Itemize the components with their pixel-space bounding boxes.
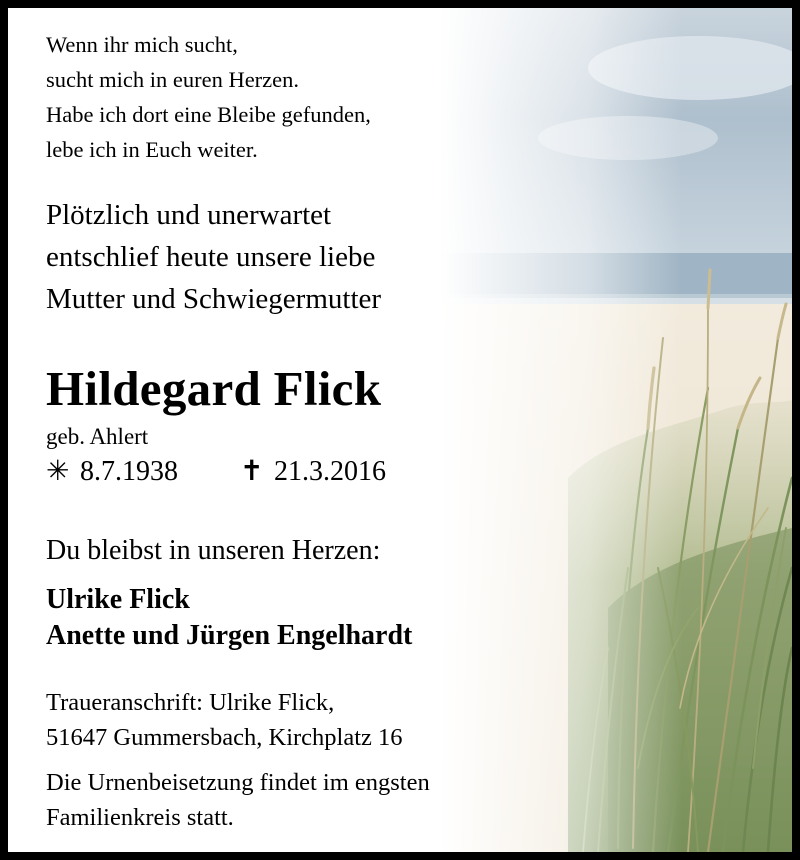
intro-line-3: Mutter und Schwiegermutter [46,283,382,315]
poem-line-4: lebe ich in Euch weiter. [46,137,258,162]
intro-line-2: entschlief heute unsere liebe [46,241,376,273]
birth-date: 8.7.1938 [80,456,178,487]
death-cross-icon: ✝ [240,456,264,487]
death-date: 21.3.2016 [274,456,386,487]
closing-sentence: Du bleibst in unseren Herzen: [46,535,381,566]
burial-note-line-2: Familienkreis statt. [46,804,234,831]
burial-note-line-1: Die Urnenbeisetzung findet im engsten [46,769,430,796]
poem-line-1: Wenn ihr mich sucht, [46,32,238,57]
address-line-1: Traueranschrift: Ulrike Flick, [46,689,335,716]
poem-line-3: Habe ich dort eine Bleibe gefunden, [46,102,371,127]
intro-line-1: Plötzlich und unerwartet [46,199,332,231]
mourner-name-2: Anette und Jürgen Engelhardt [46,620,413,651]
birth-star-icon: ✳ [46,456,70,487]
death-date-group [240,458,386,486]
life-dates [46,456,386,487]
birth-name: geb. Ahlert [46,424,149,449]
mourner-name-1: Ulrike Flick [46,584,190,615]
address-line-2: 51647 Gummersbach, Kirchplatz 16 [46,724,403,751]
poem-line-2: sucht mich in euren Herzen. [46,67,300,92]
deceased-name: Hildegard Flick [46,361,382,416]
